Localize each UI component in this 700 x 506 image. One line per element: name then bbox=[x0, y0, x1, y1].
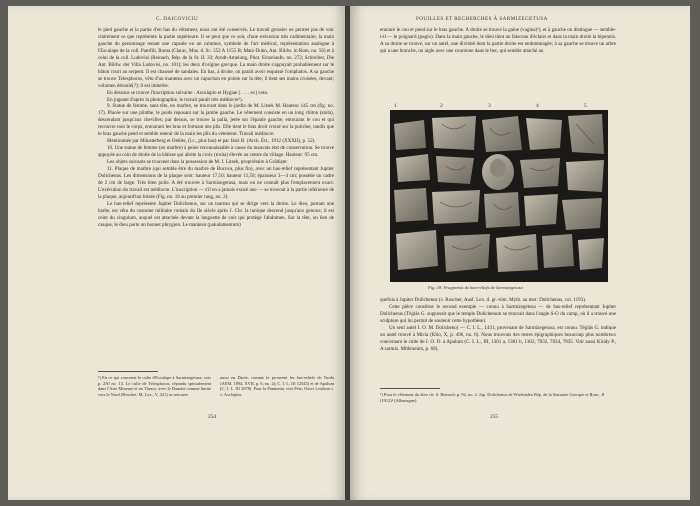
page-number-left: 254 bbox=[208, 414, 217, 420]
footnote-text: aussi en Dacie, comme le prouvent les bas-reliefs de Turda (AEM. 1894, XVII, p. 6, no. 2); C. I. L. III 12545) et de Apulum (C. I. L. III 1078). Pour la Pannonia, voir Petz, Ossvi Lexikon s. v. Asclepius. bbox=[220, 375, 334, 397]
figure-number: 2 bbox=[440, 103, 443, 109]
paragraph: quefois à Jupiter Dolichenus (v. Roscher, Ausf. Lex. d. gr.-röm. Myth. au mot: Dolichenus, col. 1193). bbox=[380, 297, 587, 303]
left-footnote-col2 bbox=[220, 375, 334, 397]
left-footnote-col1 bbox=[98, 375, 211, 397]
figure-number: 5 bbox=[584, 103, 587, 109]
figure-caption: Fig. 18. Fragments de bas-reliefs de Sarmizegetusa bbox=[428, 285, 523, 290]
footnote-rule bbox=[98, 371, 158, 372]
paragraph: Les objets suivants se trouvent dans la possession de M. I. Litsek, propriétaire à Grădiște: bbox=[107, 159, 288, 166]
right-intro-text bbox=[380, 27, 616, 55]
running-head-left: C. DAICOVICIU bbox=[156, 16, 199, 22]
left-body-text bbox=[98, 27, 334, 229]
paragraph: Un seul autel I. O. M. Dolicheno) — C. I. L., 1431, provenant de Sarmizegetusa, est connu. Téglás G. indique un autel trouvé à Micia (Klio, X, p. 496, no. 6). Nous trouvons des restes épigraphiques beaucoup plus nombreux concernant le culte de I. O. D. à Apulum (C. I. L., III, 1301 a, 1301 b, 1302, 7832, 7834, 7835. Voir aussi Kiráły P., A sarmiz. Mithraeum, p. 68). bbox=[380, 324, 616, 352]
paragraph: Cette pièce constitue le second exemple — connu à Sarmizegetusa — de bas-relief représentant Jupiter Dolichenus (Téglás G. supposait que le temple Dolichenum se trouvait dans l'angle S-O du camp, où il a trouvé une sculpture qui lui permit de soutenir cette hypothèse). bbox=[380, 303, 616, 324]
right-footnote bbox=[380, 392, 616, 403]
footnote-text: ¹) En ce qui concerne le culte d'Esculape à Sarmizegetusa, voir p. 250 no. 13. Le culte de Telesphoros, répandu spécialement dans l'Asie Mineure et en Thrace, avec le Danube comme limite vers le Nord (Roscher, M. Lex., V, 321) se retrouve bbox=[98, 375, 211, 397]
right-body-text bbox=[380, 297, 616, 353]
left-page bbox=[8, 6, 346, 500]
figure-number: 4 bbox=[536, 103, 539, 109]
paragraph: Mentionnée par Münsterberg et Oehler, (l.c., plus bas) et par Jánó B. (Arch. Ért., 1912 (XXXII), p. 52). bbox=[107, 138, 316, 145]
running-head-right: FOUILLES ET RECHERCHES À SARMIZEGETUSA bbox=[416, 16, 548, 22]
page-number-right: 255 bbox=[490, 414, 499, 420]
paragraph: Le bas-relief représente Jupiter Dolichenus, sur un taureau qui se dirige vers la droite. Le dieu, portant une barbe, est vêtu du costume militaire romain du IIe siècle après J. Chr. la tunique descend jusqu'aux genoux; il est ceint du cingulum, auquel est attachée devant la languette de cuir qui protège l'abdomen. Sur la tête, on lien de casque, le dieu porte un bonnet phrygien. Le manteau (paludamentum) bbox=[98, 200, 334, 228]
footnote-text: ¹) Pour le vêtement du dieu cfr. S. Reinach: p. 92, no. 2. Jup. Dolichenus de Wiesbaden Rép. de la Statuaire Grecque et Rom., II (1912)² (Allemagne). bbox=[380, 392, 605, 403]
figure-number: 3 bbox=[488, 103, 491, 109]
figure-number: 1 bbox=[394, 103, 397, 109]
relief-fragments-photo bbox=[390, 110, 608, 282]
paragraph: entoure le cou et pend sur le bras gauche. A droite se trouve la gaine (vagina)¹), et à gauche on distingue — semble-t-il — le poignard (pugio). Dans la main gauche, le dieu tient un faisceau d'éclairs et dans la main droite la bipennis. A sa droite se trouve, sur un autel, une divinité dont la partie droite est endommagée; à sa gauche se trouve un arbre qui a une branche, un aigle avec une couronne dans le bec, qui semble attaché au bbox=[380, 27, 616, 54]
paragraph: 10. Une statue de femme (en marbre) à peine reconnaissable à cause du mauvais état de conservation. Se trouve appuyée au coin de droite de la bâtisse qui abrite la croix (troita) élevée au centre du village. Hauteur: 95 cm. bbox=[98, 145, 334, 159]
paragraph: En dessous se trouve l'inscription suivante : Asculapio et Hygiae [. . . . ex] voto. bbox=[107, 89, 269, 96]
paragraph: En jugeant d'après la photographie, le travail paraît très médiocre¹). bbox=[107, 96, 243, 103]
paragraph: 11. Plaque de marbre (qui semble être du marbre de Bucova, plus fin), avec un bas-relief représentant Jupiter Dolichenus. Les dimensions de la plaque sont: hauteur 17,50; hauteur 11,50; épaisseur 3—4 cm; possède un cadre de 2 cm de large. Très bien polie. A été trouvée à Sarmizegetusa, mais on ne connaît plus l'emplacement exact. L'exécution du travail est médiocre. L'inscription — s'il en a jamais existé une — se trouvait à la partie inférieure de la plaque, aujourd'hui brisée (Fig. no. 18 au premier rang, no. 2). bbox=[98, 166, 334, 200]
paragraph: 9. Statue de femme, sans tête, en marbre, se trouvant dans le jardin de M. Litsek M. Hauteur 145 cm (fig. no. 17). Placée sur une plinthe, le poids reposant sur la jambe gauche. Le vêtement consiste en un long chiton (stola), descendant jusqu'aux chevilles; par dessus, se trouve la palla, jetée sur l'épaule gauche, entourant le cou et qui recouvre tout le corps, entourant les bras et formant des plis. Elle tient le bras droit croisé sur la poitrine, tandis que le bras gauche pend et semble retenir de la main les plis du vêtement. Travail médiocre. bbox=[98, 103, 334, 138]
relief-fragments-image bbox=[390, 110, 608, 282]
paragraph: le pied gauche et la partie d'en bas du vêtement, nous ont été conservés. Le travail grossier ne permet pas de voir clairement ce que représente la partie supérieure. Il se peut que ce soit, d'une exécution très rudimentaire, la main gauche du personnage tenant une capsule ou un calumus, symbole de l'art médical, représentation analogue à l'Esculape de la coll. Pamfili, Roma (Clarac, Mus. d. Sc. 552 A 1155 B; Matz-Duhn, Ant. Bildw. in Rom, no. 56) et à celui de la coll. Ludovisi (Reinach, Rép. de la St. II. 33; Arndt-Amelung, Phot. Einzelaufn. no. 272; Schreiber, Die Ant. Bildw. der Villa Ludovisi, no. 101); les deux d'origine grecque. La main droite s'appuyait probablement sur le bâton court au serpent. Il est chaussé de sandales. En bas, à droite, on paraît avoir esquissé l'omphalos. A sa gauche se trouve Telesphoros, vêtu d'un manteau avec un capuchon en pointe sur la tête; il tient ses mains croisées, devant; volumen déroulé(?); il est imberbe. bbox=[98, 27, 334, 89]
footnote-rule bbox=[380, 388, 440, 389]
